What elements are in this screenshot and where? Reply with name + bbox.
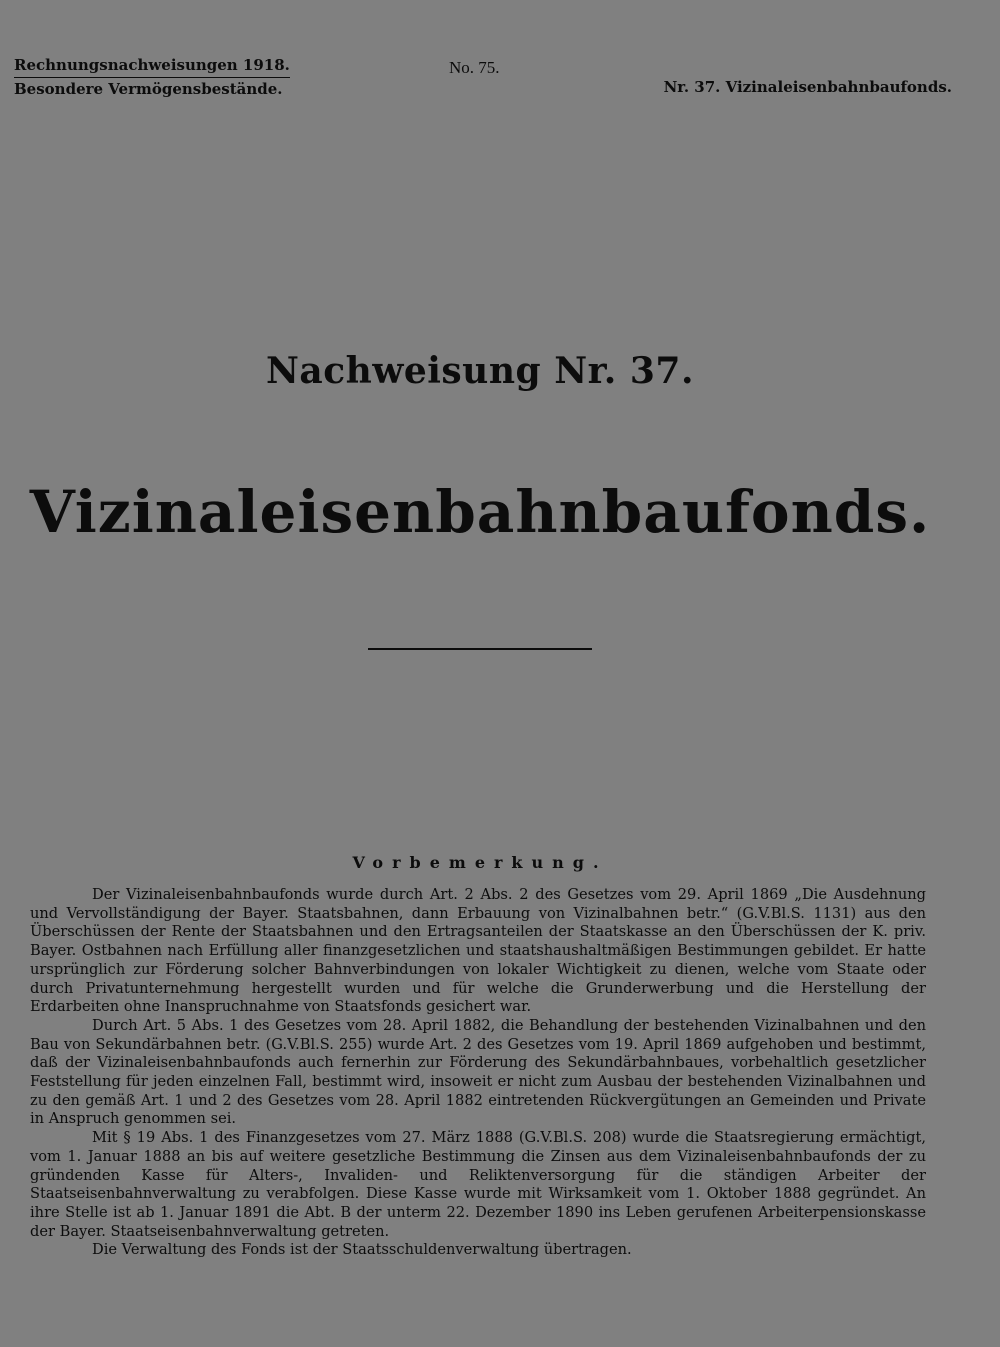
header-accounts-title: Rechnungsnachweisungen 1918. [14,54,290,78]
header-left [14,54,290,100]
preliminary-remarks [30,886,926,1260]
header-right: Nr. 37. Vizinaleisenbahnbaufonds. [663,78,952,96]
header-category: Besondere Vermögensbestände. [14,80,283,98]
paragraph: Durch Art. 5 Abs. 1 des Gesetzes vom 28. April 1882, die Behandlung der bestehenden Vizinalbahnen und den Bau von Sekundärbahnen betr. (G.V.Bl.S. 255) wurde Art. 2 des Gesetzes vom 19. April 1869 aufgehoben und bestimmt, daß der Vizinaleisenbahnbaufonds auch fernerhin zur Förderung des Sekundärbahnbaues, vorbehaltlich gesetzlicher Feststellung für jeden einzelnen Fall, bestimmt wird, insoweit er nicht zum Ausbau der bestehenden Vizinalbahnen und zu den gemäß Art. 1 und 2 des Gesetzes vom 28. April 1882 eintretenden Rückvergütungen an Gemeinden und Private in Anspruch genommen sei. [30,1016,926,1128]
page-subtitle: Vizinaleisenbahnbaufonds. [29,478,931,546]
header-number: No. 75. [449,58,500,77]
paragraph: Der Vizinaleisenbahnbaufonds wurde durch Art. 2 Abs. 2 des Gesetzes vom 29. April 1869 „Die Ausdehnung und Vervollständigung der Bayer. Staatsbahnen, dann Erbauung von Vizinalbahnen betr.“ (G.V.Bl.S. 1131) aus den Überschüssen der Rente der Staatsbahnen und den Ertragsanteilen der Staatskasse an den Überschüssen der K. priv. Bayer. Ostbahnen nach Erfüllung aller finanzgesetzlichen und staatshaushaltmäßigen Bestimmungen gebildet. Er hatte ursprünglich zur Förderung solcher Bahnverbindungen von lokaler Wichtigkeit zu dienen, welche vom Staate oder durch Privatunternehmung hergestellt wurden und für welche die Grunderwerbung und die Herstellung der Erdarbeiten ohne Inanspruchnahme von Staatsfonds gesichert war. [30,886,926,1016]
page-title: Nachweisung Nr. 37. [266,350,694,392]
paragraph: Die Verwaltung des Fonds ist der Staatsschuldenverwaltung übertragen. [92,1241,632,1259]
divider [368,648,592,650]
paragraph: Mit § 19 Abs. 1 des Finanzgesetzes vom 27. März 1888 (G.V.Bl.S. 208) wurde die Staatsregierung ermächtigt, vom 1. Januar 1888 an bis auf weitere gesetzliche Bestimmung die Zinsen aus dem Vizinaleisenbahnbaufonds der zu gründenden Kasse für Alters-, Invaliden- und Reliktenversorgung für die ständigen Arbeiter der Staatseisenbahnverwaltung zu verabfolgen. Diese Kasse wurde mit Wirksamkeit vom 1. Oktober 1888 gegründet. An ihre Stelle ist ab 1. Januar 1891 die Abt. B der unterm 22. Dezember 1890 ins Leben gerufenen Arbeiterpensionskasse der Bayer. Staatseisenbahnverwaltung getreten. [30,1129,926,1240]
section-heading: Vorbemerkung. [352,853,608,872]
